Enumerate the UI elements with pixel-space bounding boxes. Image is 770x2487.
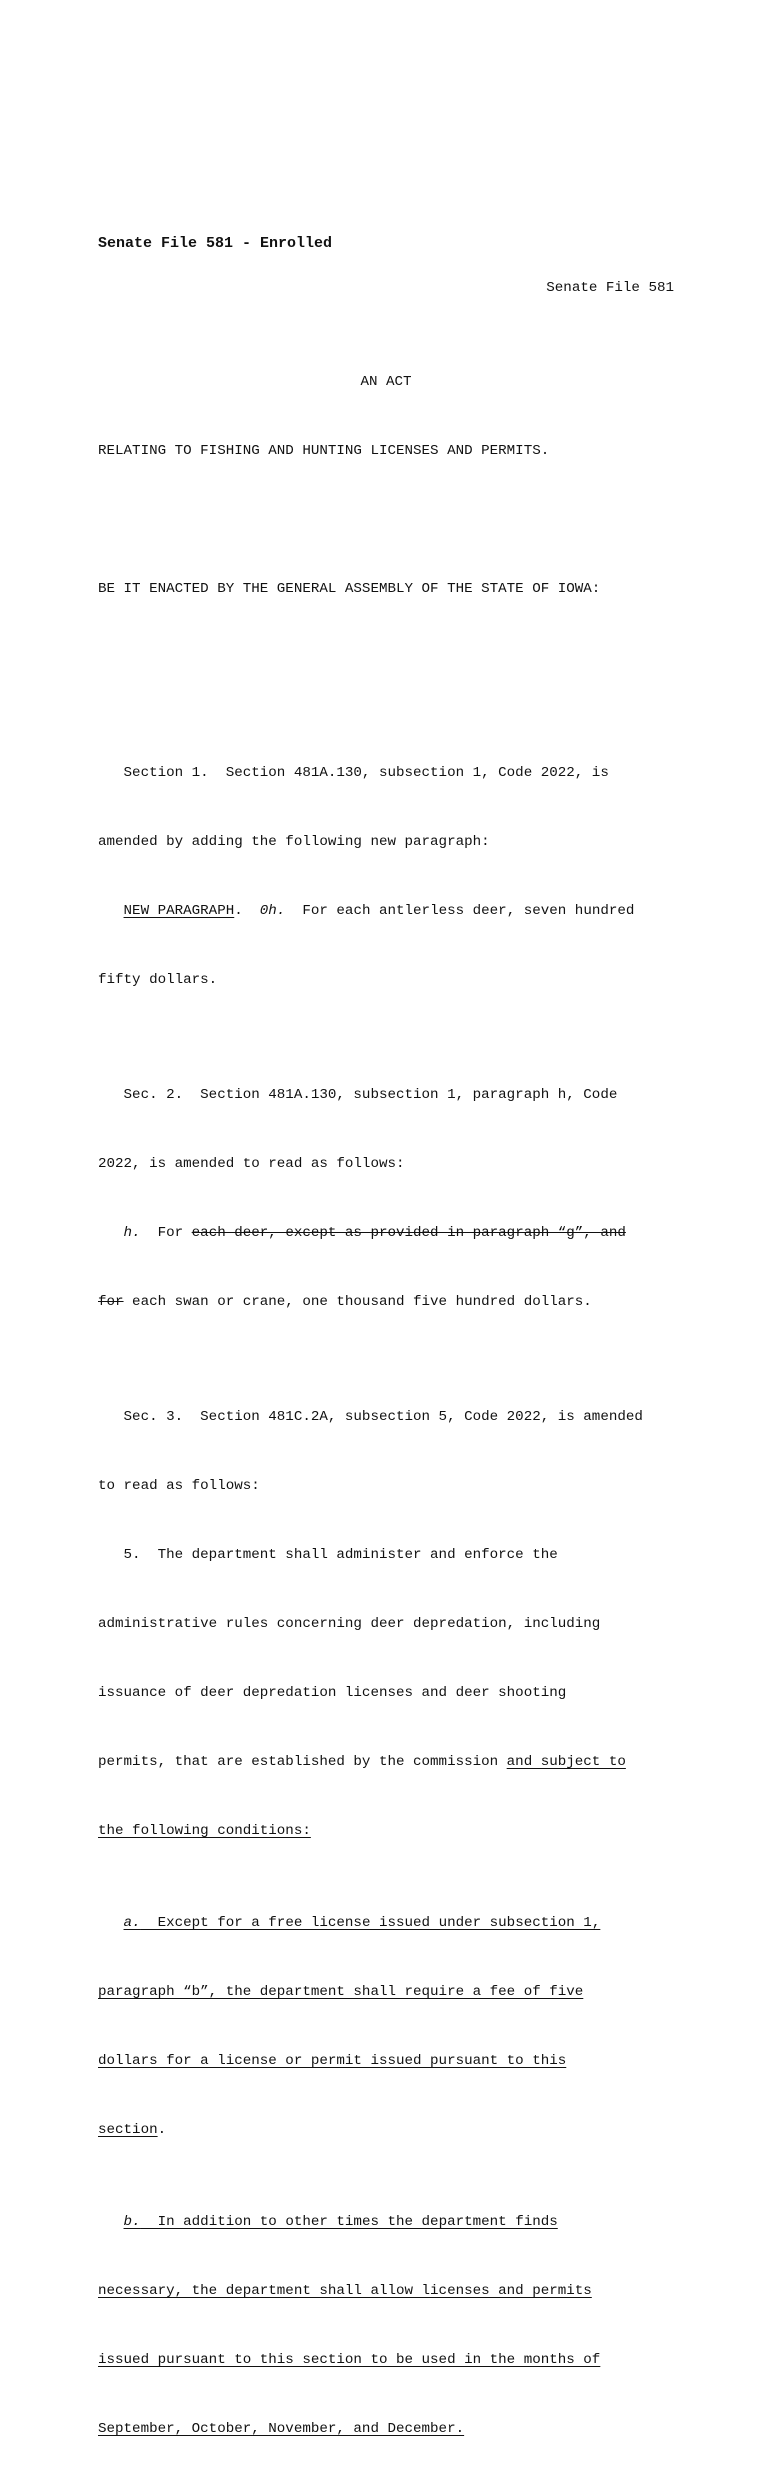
separator: .	[234, 903, 260, 919]
paragraph-id: h.	[123, 1225, 141, 1241]
added-text	[124, 2214, 558, 2230]
enacting-clause: BE IT ENACTED BY THE GENERAL ASSEMBLY OF THE STATE OF IOWA:	[98, 581, 601, 597]
paragraph-b-line	[98, 2280, 698, 2303]
added-text: paragraph “b”, the department shall require a fee of five	[98, 1984, 584, 2000]
sec3-text: permits, that are established by the commission	[98, 1754, 507, 1770]
paragraph-id: a.	[123, 1915, 141, 1931]
added-text: and subject to	[506, 1754, 626, 1770]
document-body	[98, 325, 698, 2487]
paragraph-id: b.	[123, 2214, 141, 2230]
sec3-line: issuance of deer depredation licenses and deer shooting	[98, 1685, 567, 1701]
paragraph-a-line	[98, 1981, 698, 2004]
added-text-part: Except for a free license issued under subsection 1,	[140, 1915, 601, 1931]
sec1-new-paragraph-line	[98, 900, 698, 923]
added-text: the following conditions:	[98, 1823, 311, 1839]
added-text: September, October, November, and December.	[98, 2421, 465, 2437]
sec1-line: fifty dollars.	[98, 972, 218, 988]
sec3-line: to read as follows:	[98, 1478, 260, 1494]
added-text: dollars for a license or permit issued pursuant to this	[98, 2053, 567, 2069]
sec1-text: For each antlerless deer, seven hundred	[285, 903, 635, 919]
document-title: Senate File 581 - Enrolled	[98, 235, 333, 252]
sec2-text: each swan or crane, one thousand five hundred dollars.	[123, 1294, 592, 1310]
struck-text: each deer, except as provided in paragraph “g”, and	[191, 1225, 626, 1241]
struck-text: for	[98, 1294, 124, 1310]
added-text	[124, 1915, 601, 1931]
blank-line	[98, 509, 698, 532]
file-label: Senate File 581	[546, 280, 674, 296]
added-text: necessary, the department shall allow licenses and permits	[98, 2283, 592, 2299]
sec3-line: administrative rules concerning deer depredation, including	[98, 1616, 601, 1632]
act-heading: AN ACT	[360, 374, 412, 390]
added-text-part: In addition to other times the department finds	[140, 2214, 558, 2230]
added-text: section	[98, 2122, 158, 2138]
paragraph-b-line	[98, 2418, 698, 2441]
paragraph-b-line	[98, 2349, 698, 2372]
sec1-line: amended by adding the following new paragraph:	[98, 834, 490, 850]
paragraph-a-line	[98, 2119, 698, 2142]
paragraph-id: 0h.	[259, 903, 286, 919]
act-subject: RELATING TO FISHING AND HUNTING LICENSES AND PERMITS.	[98, 443, 550, 459]
sec2-text: For	[140, 1225, 192, 1241]
sec2-amended-line	[98, 1222, 698, 1245]
sec1-line: Section 1. Section 481A.130, subsection 1, Code 2022, is	[98, 765, 609, 781]
added-text: issued pursuant to this section to be used in the months of	[98, 2352, 601, 2368]
sec2-line: 2022, is amended to read as follows:	[98, 1156, 405, 1172]
sec3-line: 5. The department shall administer and enforce the	[98, 1547, 558, 1563]
paragraph-a-line	[98, 2050, 698, 2073]
sec3-line	[98, 1820, 698, 1843]
paragraph-b-line	[98, 2211, 698, 2234]
blank-line	[98, 647, 698, 670]
sec2-amended-line	[98, 1291, 698, 1314]
sec2-line: Sec. 2. Section 481A.130, subsection 1, paragraph h, Code	[98, 1087, 618, 1103]
sec3-line: Sec. 3. Section 481C.2A, subsection 5, Code 2022, is amended	[98, 1409, 643, 1425]
paragraph-a-line	[98, 1912, 698, 1935]
period: .	[157, 2122, 167, 2138]
new-paragraph-label: NEW PARAGRAPH	[123, 903, 235, 919]
sec3-line	[98, 1751, 698, 1774]
